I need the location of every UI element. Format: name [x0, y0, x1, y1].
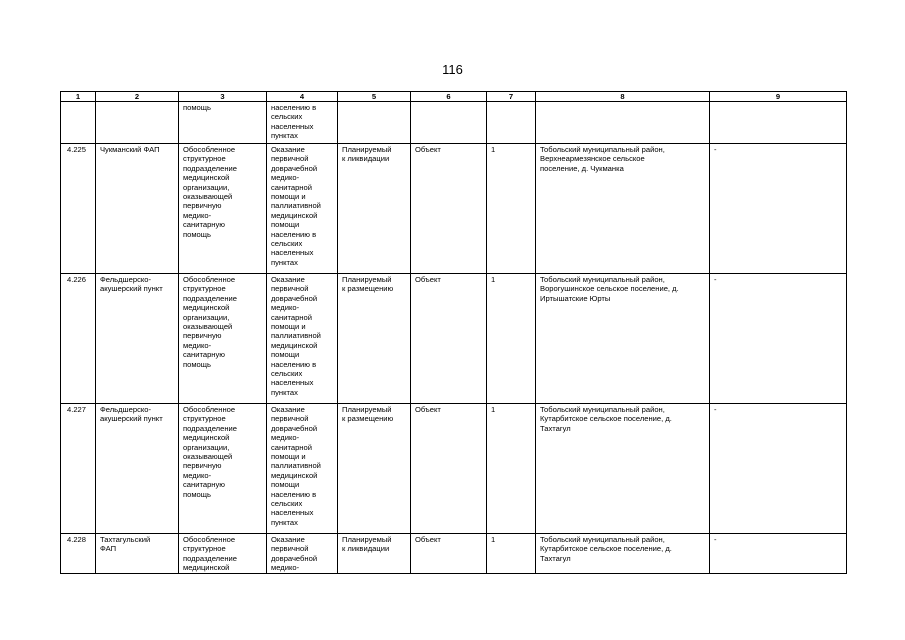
table-cell: -: [710, 534, 847, 574]
table-cell: Планируемый к ликвидации: [338, 534, 411, 574]
table-cell: 1: [487, 534, 536, 574]
page-number: 116: [442, 62, 463, 77]
table-cell: Обособленное структурное подразделение медицинской организации, оказывающей первичную медико- санитарную помощь: [179, 404, 267, 534]
table-cell: [338, 102, 411, 144]
row-number-cell: 4.226: [61, 274, 96, 404]
table-cell: Оказание первичной доврачебной медико- санитарной помощи и паллиативной медицинской помощи населению в сельских населенных пунктах: [267, 144, 338, 274]
table-cell: 1: [487, 404, 536, 534]
table-cell: помощь: [179, 102, 267, 144]
table-cell: Фельдшерско- акушерский пункт: [96, 404, 179, 534]
table-cell: Объект: [411, 404, 487, 534]
table-cell: Чукманский ФАП: [96, 144, 179, 274]
table-row-continuation: [61, 102, 847, 144]
table-cell: [536, 102, 710, 144]
column-header: 4: [267, 92, 338, 102]
row-number-cell: 4.225: [61, 144, 96, 274]
table-row: [61, 534, 847, 574]
table-cell: Объект: [411, 144, 487, 274]
table-row: [61, 404, 847, 534]
table-cell: Планируемый к размещению: [338, 274, 411, 404]
table-cell: Обособленное структурное подразделение медицинской организации, оказывающей первичную медико- санитарную помощь: [179, 144, 267, 274]
table-cell: Тобольский муниципальный район, Кутарбитское сельское поселение, д. Тахтагул: [536, 404, 710, 534]
table-cell: -: [710, 274, 847, 404]
table-row: [61, 274, 847, 404]
column-header: 1: [61, 92, 96, 102]
column-header: 9: [710, 92, 847, 102]
table-row: [61, 144, 847, 274]
table-cell: Тахтагульский ФАП: [96, 534, 179, 574]
column-header: 5: [338, 92, 411, 102]
table-cell: Планируемый к ликвидации: [338, 144, 411, 274]
table-cell: Фельдшерско- акушерский пункт: [96, 274, 179, 404]
table-cell: -: [710, 404, 847, 534]
header-row: [61, 92, 847, 102]
table-cell: Тобольский муниципальный район, Верхнеармезянское сельское поселение, д. Чукманка: [536, 144, 710, 274]
table-cell: -: [710, 144, 847, 274]
row-number-cell: 4.228: [61, 534, 96, 574]
column-header: 3: [179, 92, 267, 102]
planned-objects-table: [60, 91, 847, 574]
table-cell: [710, 102, 847, 144]
table-cell: Объект: [411, 274, 487, 404]
table-cell: Обособленное структурное подразделение медицинской организации, оказывающей первичную медико- санитарную помощь: [179, 274, 267, 404]
table-cell: [96, 102, 179, 144]
column-header: 2: [96, 92, 179, 102]
table-cell: Оказание первичной доврачебной медико- санитарной помощи и паллиативной медицинской помощи населению в сельских населенных пунктах: [267, 274, 338, 404]
table-cell: Оказание первичной доврачебной медико- санитарной помощи и паллиативной медицинской помощи населению в сельских населенных пунктах: [267, 404, 338, 534]
column-header: 7: [487, 92, 536, 102]
table-cell: [411, 102, 487, 144]
table-cell: Тобольский муниципальный район, Кутарбитское сельское поселение, д. Тахтагул: [536, 534, 710, 574]
table-cell: Обособленное структурное подразделение медицинской: [179, 534, 267, 574]
column-header: 8: [536, 92, 710, 102]
column-header: 6: [411, 92, 487, 102]
row-number-cell: 4.227: [61, 404, 96, 534]
table-cell: Тобольский муниципальный район, Ворогушинское сельское поселение, д. Иртышатские Юрты: [536, 274, 710, 404]
table-cell: 1: [487, 144, 536, 274]
table-cell: Объект: [411, 534, 487, 574]
table-cell: населению в сельских населенных пунктах: [267, 102, 338, 144]
table-cell: [487, 102, 536, 144]
table-cell: Планируемый к размещению: [338, 404, 411, 534]
table-cell: 1: [487, 274, 536, 404]
table-cell: Оказание первичной доврачебной медико-: [267, 534, 338, 574]
table-cell: [61, 102, 96, 144]
